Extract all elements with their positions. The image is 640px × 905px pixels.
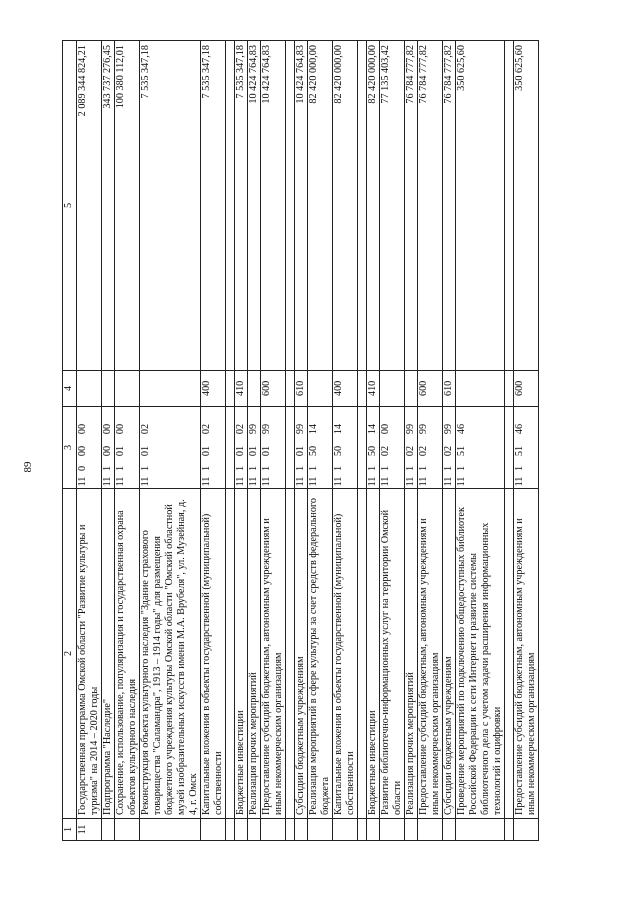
- code-part: 1: [115, 465, 126, 472]
- code-part: 00: [115, 423, 126, 435]
- table-row: [514, 41, 539, 841]
- table-row: [201, 41, 226, 841]
- code-group: [115, 407, 127, 488]
- row-number-cell: [456, 819, 505, 841]
- amount-cell: 2 089 344 824,21: [77, 41, 102, 371]
- classification-code-cell: [102, 407, 115, 489]
- code-part: 02: [380, 445, 391, 457]
- item-name-cell: Государственная программа Омской области "Развитие культуры и туризма" на 2014 – 2020 годы: [77, 489, 102, 819]
- code-part: 11: [235, 476, 246, 487]
- row-number-cell: [443, 819, 456, 841]
- table-row: [248, 41, 261, 841]
- code-part: 01: [235, 445, 246, 457]
- code-part: 02: [405, 445, 416, 457]
- code-part: 00: [102, 423, 113, 435]
- item-name-cell: Развитие библиотечно-информационных услуг на территории Омской области: [380, 489, 405, 819]
- row-number-cell: [102, 819, 115, 841]
- code-group: [380, 407, 392, 488]
- code-group: [418, 407, 430, 488]
- spacer-cell: [505, 41, 514, 371]
- item-name-cell: Реализация прочих мероприятий: [248, 489, 261, 819]
- code-part: 50: [367, 445, 378, 457]
- expense-type-cell: [102, 371, 115, 407]
- budget-table: [62, 40, 539, 841]
- code-part: 99: [261, 423, 272, 435]
- expense-type-cell: 610: [295, 371, 308, 407]
- code-group: [77, 407, 89, 488]
- amount-cell: 7 535 347,18: [140, 41, 201, 371]
- code-part: 01: [140, 445, 151, 457]
- code-part: 1: [367, 465, 378, 472]
- classification-code-cell: [456, 407, 505, 489]
- code-group: [308, 407, 320, 488]
- item-name-cell: Бюджетные инвестиции: [235, 489, 248, 819]
- code-part: 00: [77, 445, 88, 457]
- spacer-cell: [505, 819, 514, 841]
- expense-type-cell: 400: [201, 371, 226, 407]
- amount-cell: 350 625,60: [514, 41, 539, 371]
- spacer-cell: [358, 41, 367, 371]
- code-group: [201, 407, 213, 488]
- amount-cell: 10 424 764,83: [248, 41, 261, 371]
- code-part: 01: [201, 445, 212, 457]
- spacer-row: [286, 41, 295, 841]
- code-part: 1: [201, 465, 212, 472]
- classification-code-cell: [235, 407, 248, 489]
- table-header: [63, 41, 77, 841]
- amount-cell: 82 420 000,00: [333, 41, 358, 371]
- table-row: [235, 41, 248, 841]
- spacer-cell: [226, 41, 235, 371]
- item-name-cell: Реализация прочих мероприятий: [405, 489, 418, 819]
- expense-type-cell: [77, 371, 102, 407]
- page-number: 89: [22, 461, 34, 473]
- spacer-cell: [358, 489, 367, 819]
- code-part: 00: [102, 445, 113, 457]
- code-part: 46: [456, 423, 467, 435]
- row-number-cell: [514, 819, 539, 841]
- code-part: 11: [380, 476, 391, 487]
- code-part: 11: [418, 476, 429, 487]
- code-part: 1: [418, 465, 429, 472]
- code-part: 01: [248, 445, 259, 457]
- code-part: 11: [308, 476, 319, 487]
- code-group: [140, 407, 152, 488]
- table-row: [115, 41, 140, 841]
- code-part: 1: [295, 465, 306, 472]
- row-number-cell: [201, 819, 226, 841]
- amount-cell: 10 424 764,83: [261, 41, 286, 371]
- amount-cell: 350 625,60: [456, 41, 505, 371]
- item-name-cell: Предоставление субсидий бюджетным, автономным учреждениям и иным некоммерческим организациям: [261, 489, 286, 819]
- spacer-cell: [226, 489, 235, 819]
- spacer-cell: [286, 41, 295, 371]
- code-group: [367, 407, 379, 488]
- classification-code-cell: [115, 407, 140, 489]
- expense-type-cell: 600: [514, 371, 539, 407]
- amount-cell: 76 784 777,82: [418, 41, 443, 371]
- expense-type-cell: [456, 371, 505, 407]
- code-part: 1: [308, 465, 319, 472]
- item-name-cell: Капитальные вложения в объекты государственной (муниципальной) собственности: [201, 489, 226, 819]
- code-part: 11: [405, 476, 416, 487]
- table-row: [102, 41, 115, 841]
- classification-code-cell: [418, 407, 443, 489]
- expense-type-cell: 610: [443, 371, 456, 407]
- expense-type-cell: [115, 371, 140, 407]
- expense-type-cell: [248, 371, 261, 407]
- code-part: 1: [140, 465, 151, 472]
- amount-cell: 76 784 777,82: [443, 41, 456, 371]
- spacer-cell: [226, 371, 235, 407]
- code-part: 99: [405, 423, 416, 435]
- row-number-cell: [140, 819, 201, 841]
- row-number-cell: [115, 819, 140, 841]
- code-part: 1: [102, 465, 113, 472]
- spacer-cell: [505, 489, 514, 819]
- code-part: 51: [514, 445, 525, 457]
- item-name-cell: Субсидии бюджетным учреждениям: [295, 489, 308, 819]
- classification-code-cell: [380, 407, 405, 489]
- expense-type-cell: [380, 371, 405, 407]
- code-part: 02: [443, 445, 454, 457]
- code-part: 99: [418, 423, 429, 435]
- classification-code-cell: [295, 407, 308, 489]
- row-number-cell: [235, 819, 248, 841]
- code-part: 1: [248, 465, 259, 472]
- expense-type-cell: [140, 371, 201, 407]
- code-part: 01: [295, 445, 306, 457]
- spacer-cell: [358, 407, 367, 489]
- item-name-cell: Реконструкция объекта культурного наследия "Здание страхового товарищества "Саламандра", 1913 – 1914 годы" для размещения бюджетного учреждения культуры Омской области "Омский областной музей изобразительных искусств имени М.А. Врубеля", ул. Музейная, д. 4, г. Омск: [140, 489, 201, 819]
- code-part: 1: [514, 465, 525, 472]
- classification-code-cell: [77, 407, 102, 489]
- code-part: 11: [102, 476, 113, 487]
- expense-type-cell: 600: [418, 371, 443, 407]
- amount-cell: 82 420 000,00: [308, 41, 333, 371]
- spacer-cell: [286, 489, 295, 819]
- spacer-row: [505, 41, 514, 841]
- code-group: [514, 407, 526, 488]
- table-body: [77, 41, 539, 841]
- code-group: [333, 407, 345, 488]
- expense-type-cell: 410: [367, 371, 380, 407]
- code-part: 11: [443, 476, 454, 487]
- code-part: 02: [418, 445, 429, 457]
- spacer-cell: [226, 407, 235, 489]
- header-col-3: 3: [63, 407, 77, 489]
- code-part: 1: [380, 465, 391, 472]
- spacer-cell: [358, 819, 367, 841]
- spacer-cell: [286, 407, 295, 489]
- spacer-cell: [505, 371, 514, 407]
- code-part: 11: [456, 476, 467, 487]
- amount-cell: 82 420 000,00: [367, 41, 380, 371]
- amount-cell: 7 535 347,18: [201, 41, 226, 371]
- table-row: [261, 41, 286, 841]
- table-row: [333, 41, 358, 841]
- amount-cell: 343 737 276,45: [102, 41, 115, 371]
- table-row: [367, 41, 380, 841]
- expense-type-cell: 600: [261, 371, 286, 407]
- code-part: 14: [333, 423, 344, 435]
- code-part: 01: [115, 445, 126, 457]
- header-col-5: 5: [63, 41, 77, 371]
- code-group: [102, 407, 114, 488]
- expense-type-cell: [405, 371, 418, 407]
- code-part: 11: [77, 476, 88, 487]
- table-row: [77, 41, 102, 841]
- code-part: 14: [367, 423, 378, 435]
- code-part: 00: [77, 423, 88, 435]
- spacer-cell: [505, 407, 514, 489]
- row-number-cell: [333, 819, 358, 841]
- code-part: 14: [308, 423, 319, 435]
- code-part: 99: [248, 423, 259, 435]
- row-number-cell: 11: [77, 819, 102, 841]
- amount-cell: 77 135 403,42: [380, 41, 405, 371]
- table-row: [405, 41, 418, 841]
- code-part: 11: [201, 476, 212, 487]
- code-group: [456, 407, 468, 488]
- code-part: 46: [514, 423, 525, 435]
- row-number-cell: [261, 819, 286, 841]
- code-part: 11: [514, 476, 525, 487]
- code-part: 02: [201, 423, 212, 435]
- code-group: [295, 407, 307, 488]
- expense-type-cell: 410: [235, 371, 248, 407]
- classification-code-cell: [248, 407, 261, 489]
- code-part: 50: [308, 445, 319, 457]
- spacer-cell: [358, 371, 367, 407]
- code-group: [248, 407, 260, 488]
- spacer-cell: [286, 819, 295, 841]
- code-group: [235, 407, 247, 488]
- row-number-cell: [367, 819, 380, 841]
- expense-type-cell: 400: [333, 371, 358, 407]
- item-name-cell: Реализация мероприятий в сфере культуры за счет средств федерального бюджета: [308, 489, 333, 819]
- header-col-2: 2: [63, 489, 77, 819]
- code-part: 0: [77, 465, 88, 472]
- item-name-cell: Капитальные вложения в объекты государственной (муниципальной) собственности: [333, 489, 358, 819]
- row-number-cell: [248, 819, 261, 841]
- table-row: [140, 41, 201, 841]
- classification-code-cell: [140, 407, 201, 489]
- code-group: [405, 407, 417, 488]
- classification-code-cell: [201, 407, 226, 489]
- code-part: 11: [140, 476, 151, 487]
- code-part: 11: [295, 476, 306, 487]
- item-name-cell: Подпрограмма "Наследие": [102, 489, 115, 819]
- item-name-cell: Сохранение, использование, популяризация и государственная охрана объектов культурного наследия: [115, 489, 140, 819]
- classification-code-cell: [261, 407, 286, 489]
- code-part: 99: [295, 423, 306, 435]
- item-name-cell: Бюджетные инвестиции: [367, 489, 380, 819]
- spacer-cell: [226, 819, 235, 841]
- classification-code-cell: [514, 407, 539, 489]
- code-part: 99: [443, 423, 454, 435]
- row-number-cell: [380, 819, 405, 841]
- row-number-cell: [418, 819, 443, 841]
- amount-cell: 100 380 112,01: [115, 41, 140, 371]
- code-group: [261, 407, 273, 488]
- table-row: [295, 41, 308, 841]
- table-row: [380, 41, 405, 841]
- item-name-cell: Субсидии бюджетным учреждениям: [443, 489, 456, 819]
- item-name-cell: Проведение мероприятий по подключению общедоступных библиотек Российской Федерации к сети Интернет и развитие системы библиотечного дела с учетом задачи расширения информационных технологий и оцифровки: [456, 489, 505, 819]
- code-part: 11: [261, 476, 272, 487]
- item-name-cell: Предоставление субсидий бюджетным, автономным учреждениям и иным некоммерческим организациям: [514, 489, 539, 819]
- code-part: 11: [248, 476, 259, 487]
- code-part: 02: [140, 423, 151, 435]
- expense-type-cell: [308, 371, 333, 407]
- spacer-row: [358, 41, 367, 841]
- classification-code-cell: [367, 407, 380, 489]
- header-col-1: 1: [63, 819, 77, 841]
- code-part: 1: [456, 465, 467, 472]
- table-row: [418, 41, 443, 841]
- item-name-cell: Предоставление субсидий бюджетным, автономным учреждениям и иным некоммерческим организациям: [418, 489, 443, 819]
- code-part: 51: [456, 445, 467, 457]
- classification-code-cell: [405, 407, 418, 489]
- code-part: 1: [235, 465, 246, 472]
- code-part: 11: [367, 476, 378, 487]
- row-number-cell: [295, 819, 308, 841]
- spacer-row: [226, 41, 235, 841]
- amount-cell: 10 424 764,83: [295, 41, 308, 371]
- amount-cell: 7 535 347,18: [235, 41, 248, 371]
- row-number-cell: [405, 819, 418, 841]
- code-part: 11: [333, 476, 344, 487]
- spacer-cell: [286, 371, 295, 407]
- code-part: 1: [261, 465, 272, 472]
- code-part: 11: [115, 476, 126, 487]
- code-part: 1: [405, 465, 416, 472]
- header-col-4: 4: [63, 371, 77, 407]
- code-part: 01: [261, 445, 272, 457]
- table-row: [308, 41, 333, 841]
- code-group: [443, 407, 455, 488]
- classification-code-cell: [443, 407, 456, 489]
- row-number-cell: [308, 819, 333, 841]
- classification-code-cell: [333, 407, 358, 489]
- amount-cell: 76 784 777,82: [405, 41, 418, 371]
- table-row: [456, 41, 505, 841]
- code-part: 1: [443, 465, 454, 472]
- table-row: [443, 41, 456, 841]
- code-part: 02: [235, 423, 246, 435]
- classification-code-cell: [308, 407, 333, 489]
- code-part: 00: [380, 423, 391, 435]
- code-part: 50: [333, 445, 344, 457]
- code-part: 1: [333, 465, 344, 472]
